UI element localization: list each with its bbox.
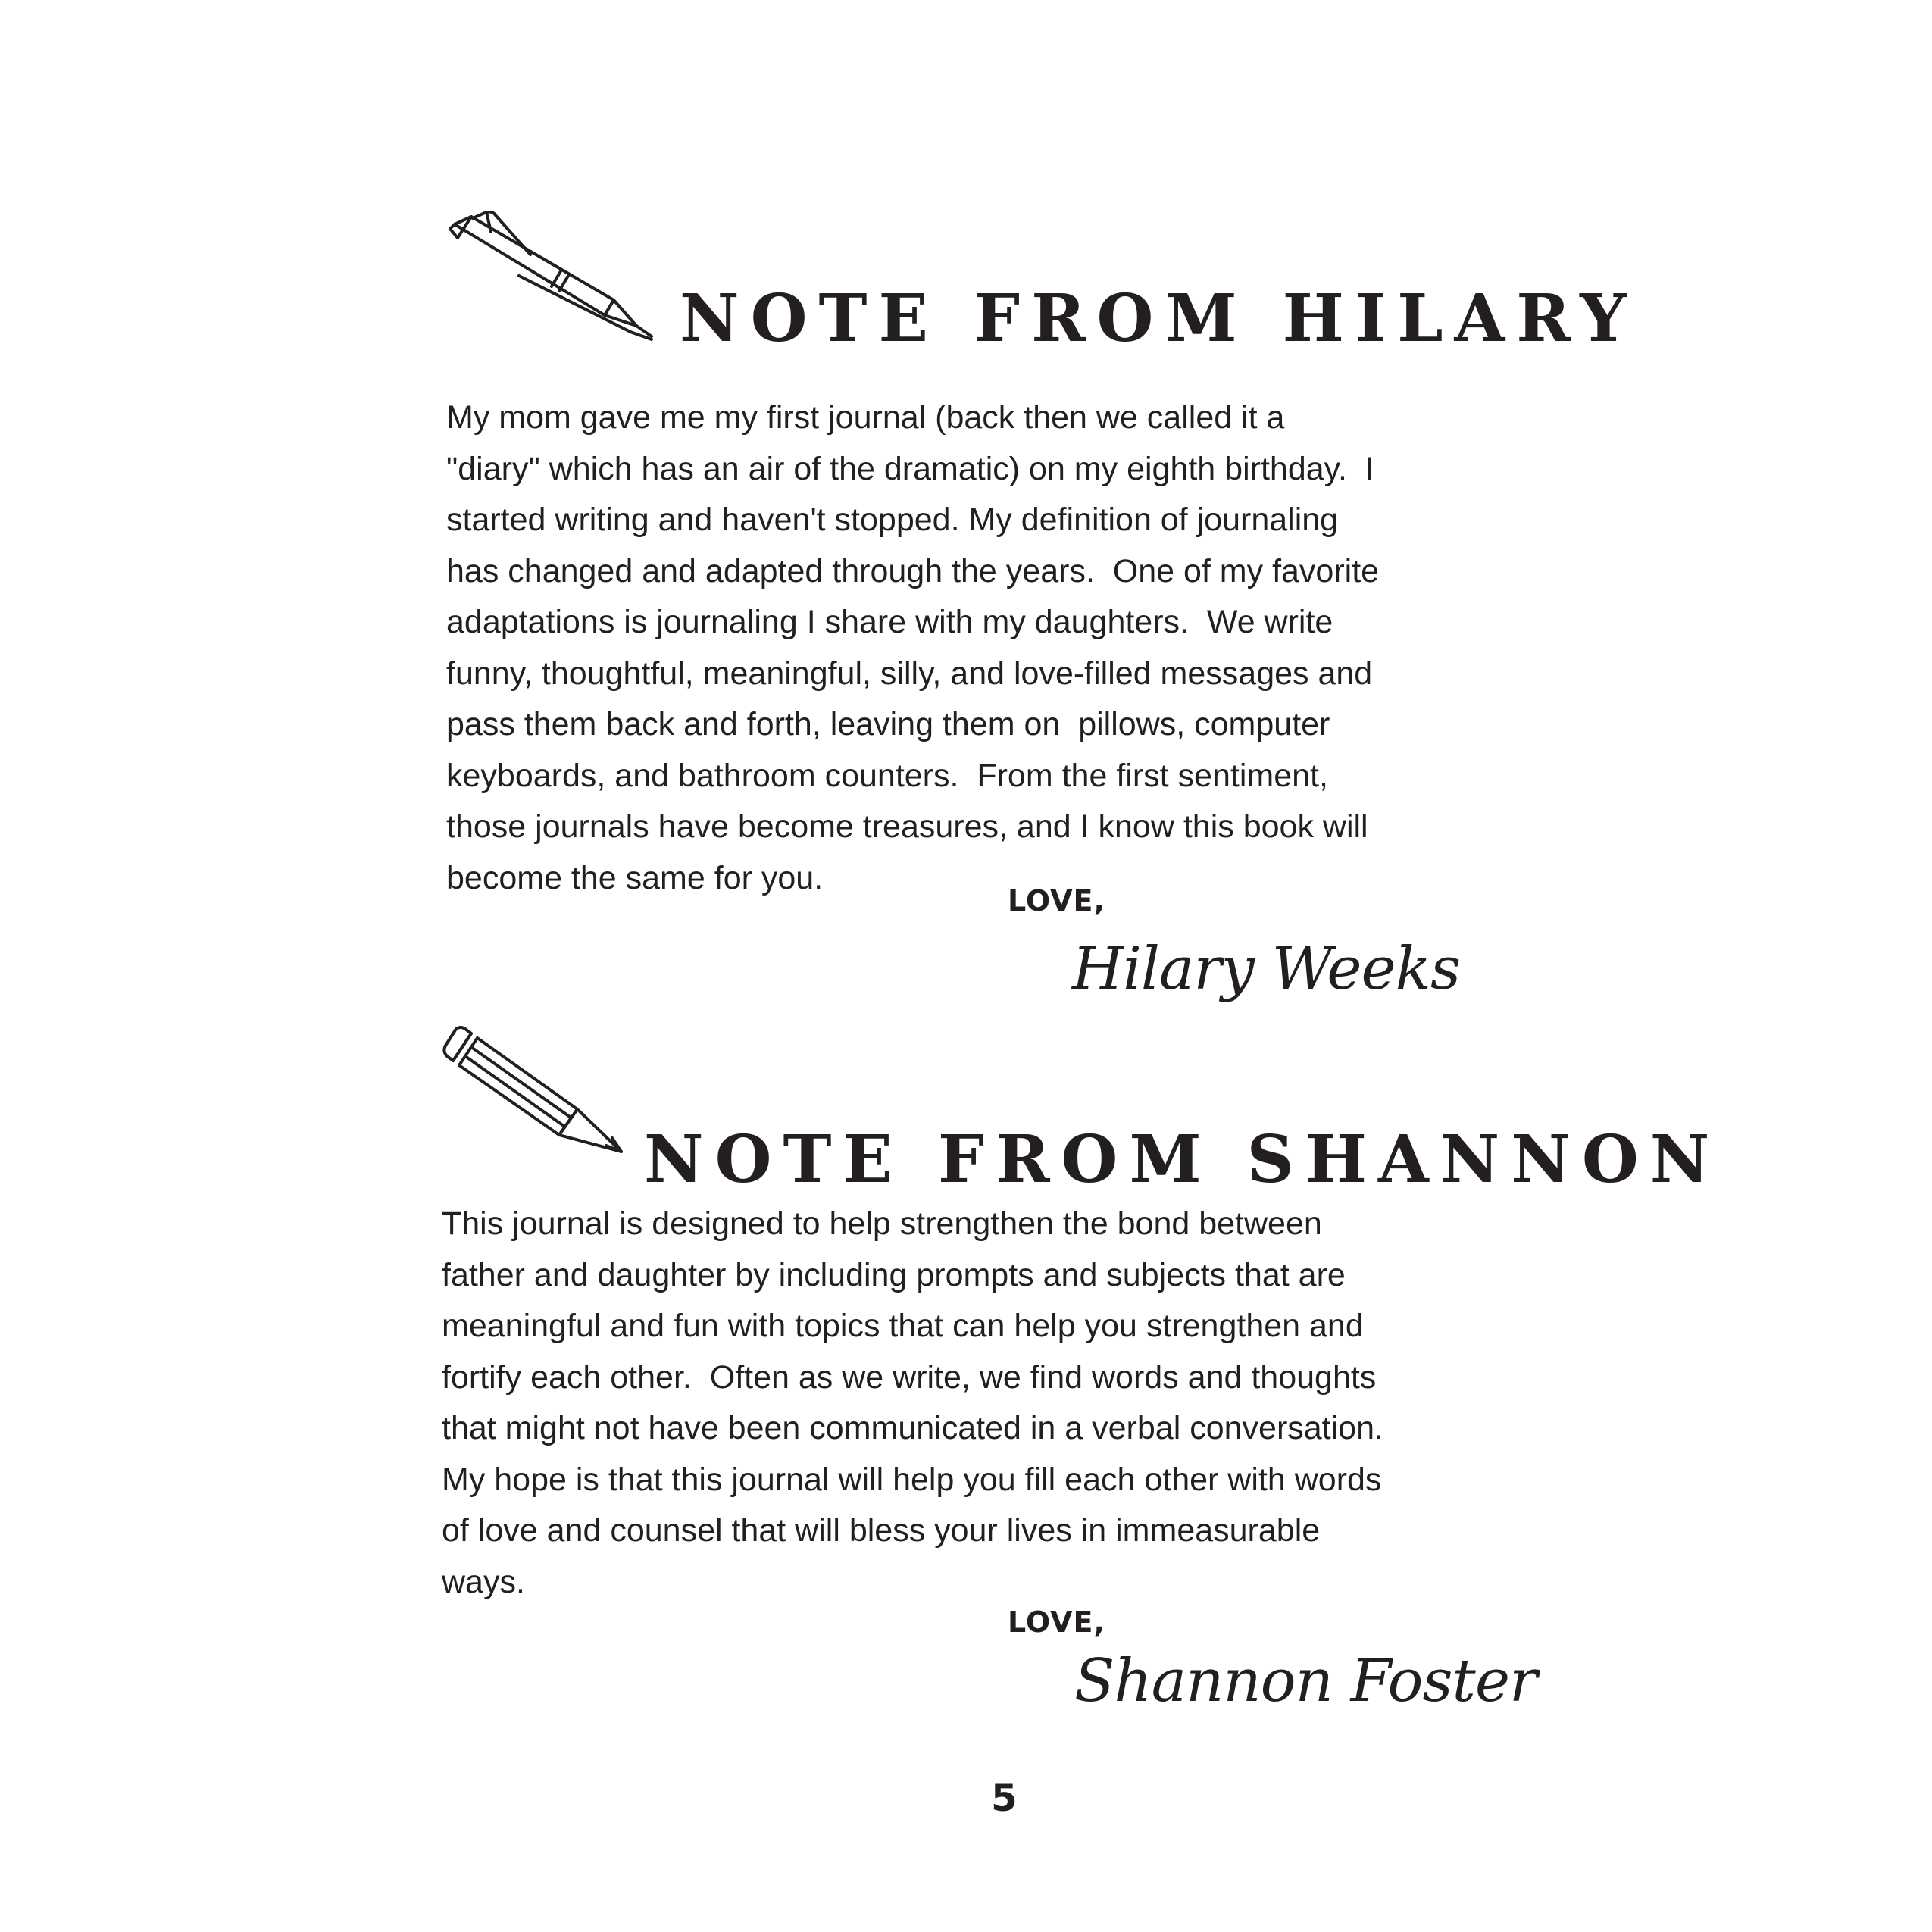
text-line: has changed and adapted through the years. One of my favorite (446, 552, 1380, 589)
text-line: pass them back and forth, leaving them on pillows, computer (446, 706, 1330, 742)
hilary-closing: LOVE, (1008, 884, 1105, 918)
text-line: fortify each other. Often as we write, we find words and thoughts (442, 1358, 1377, 1396)
text-line: keyboards, and bathroom counters. From the first sentiment, (446, 757, 1328, 794)
hilary-heading: NOTE FROM HILARY (680, 280, 1638, 357)
shannon-closing: LOVE, (1008, 1605, 1105, 1639)
hilary-signature: Hilary Weeks (1072, 935, 1460, 1003)
text-line: "diary" which has an air of the dramatic) on my eighth birthday. I (446, 450, 1374, 487)
text-line: father and daughter by including prompts and subjects that are (442, 1256, 1346, 1293)
text-line: of love and counsel that will bless your lives in immeasurable (442, 1512, 1321, 1549)
shannon-signature: Shannon Foster (1074, 1647, 1537, 1715)
hilary-note-text (446, 392, 1379, 904)
pen-icon (447, 211, 659, 347)
text-line: My mom gave me my first journal (back then we called it a (446, 399, 1285, 436)
text-line: become the same for you. (446, 859, 824, 896)
shannon-note-text (442, 1199, 1383, 1608)
text-line: This journal is designed to help strengthen the bond between (442, 1205, 1322, 1242)
page-number: 5 (991, 1776, 1018, 1820)
text-line: funny, thoughtful, meaningful, silly, and love-filled messages and (446, 655, 1373, 692)
text-line: meaningful and fun with topics that can help you strengthen and (442, 1308, 1364, 1344)
text-line: adaptations is journaling I share with my daughters. We write (446, 604, 1333, 640)
text-line: that might not have been communicated in a verbal conversation. (442, 1410, 1383, 1446)
text-line: ways. (442, 1563, 525, 1600)
text-line: those journals have become treasures, and I know this book will (446, 808, 1368, 845)
text-line: started writing and haven't stopped. My definition of journaling (446, 502, 1339, 538)
shannon-heading: NOTE FROM SHANNON (644, 1121, 1721, 1198)
pencil-icon (441, 1024, 630, 1161)
text-line: My hope is that this journal will help you fill each other with words (442, 1461, 1382, 1498)
